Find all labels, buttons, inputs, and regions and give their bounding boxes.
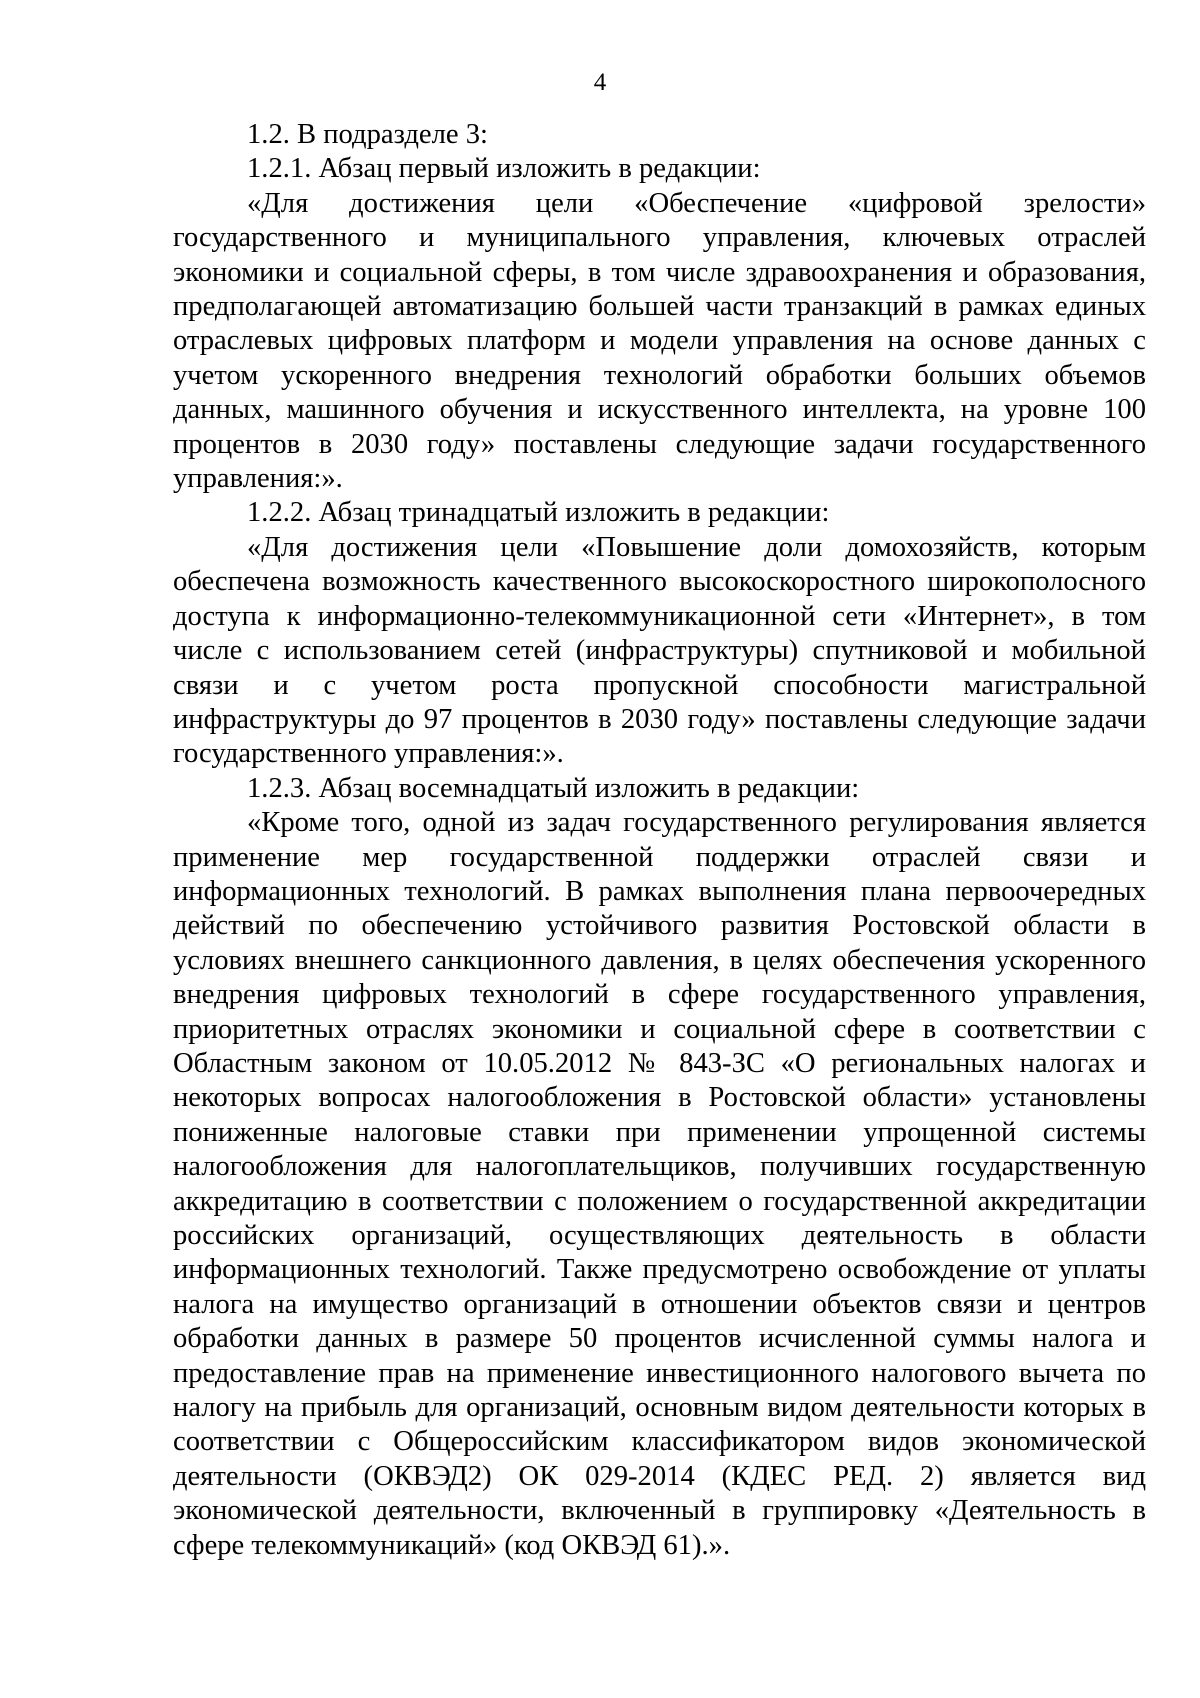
paragraph-subsection-heading: 1.2. В подразделе 3: <box>247 119 488 150</box>
paragraph-item-1-2-1: 1.2.1. Абзац первый изложить в редакции: <box>247 153 761 185</box>
page-number: 4 <box>593 69 607 96</box>
paragraph-item-1-2-2: 1.2.2. Абзац тринадцатый изложить в редакции: <box>247 497 830 529</box>
paragraph-item-1-2-3: 1.2.3. Абзац восемнадцатый изложить в редакции: <box>247 772 860 804</box>
document-body <box>173 118 1146 1563</box>
paragraph-quote-digital-maturity: «Для достижения цели «Обеспечение «цифровой зрелости» государственного и муниципального управления, ключевых отраслей экономики и социальной сферы, в том числе здравоохранения и образования, предполагающей автоматизацию большей части транзакций в рамках единых отраслевых цифровых платформ и модели управления на основе данных с учетом ускоренного внедрения технологий обработки больших объемов данных, машинного обучения и искусственного интеллекта, на уровне 100 процентов в 2030 году» поставлены следующие задачи государственного управления:». <box>173 187 1146 495</box>
paragraph-quote-state-support: «Кроме того, одной из задач государственного регулирования является применение мер государственной поддержки отраслей связи и информационных технологий. В рамках выполнения плана первоочередных действий по обеспечению устойчивого развития Ростовской области в условиях внешнего санкционного давления, в целях обеспечения ускоренного внедрения цифровых технологий в сфере государственного управления, приоритетных отраслях экономики и социальной сфере в соответствии с Областным законом от 10.05.2012 № 843-ЗС «О региональных налогах и некоторых вопросах налогообложения в Ростовской области» установлены пониженные налоговые ставки при применении упрощенной системы налогообложения для налогоплательщиков, получивших государственную аккредитацию в соответствии с положением о государственной аккредитации российских организаций, осуществляющих деятельность в области информационных технологий. Также предусмотрено освобождение от уплаты налога на имущество организаций в отношении объектов связи и центров обработки данных в размере 50 процентов исчисленной суммы налога и предоставление прав на применение инвестиционного налогового вычета по налогу на прибыль для организаций, основным видом деятельности которых в соответствии с Общероссийским классификатором видов экономической деятельности (ОКВЭД2) ОК 029-2014 (КДЕС РЕД. 2) является вид экономической деятельности, включенный в группировку «Деятельность в сфере телекоммуникаций» (код ОКВЭД 61).». <box>173 807 1146 1561</box>
paragraph-quote-broadband-access: «Для достижения цели «Повышение доли домохозяйств, которым обеспечена возможность качественного высокоскоростного широкополосного доступа к информационно-телекоммуникационной сети «Интернет», в том числе с использованием сетей (инфраструктуры) спутниковой и мобильной связи и с учетом роста пропускной способности магистральной инфраструктуры до 97 процентов в 2030 году» поставлены следующие задачи государственного управления:». <box>173 531 1146 770</box>
